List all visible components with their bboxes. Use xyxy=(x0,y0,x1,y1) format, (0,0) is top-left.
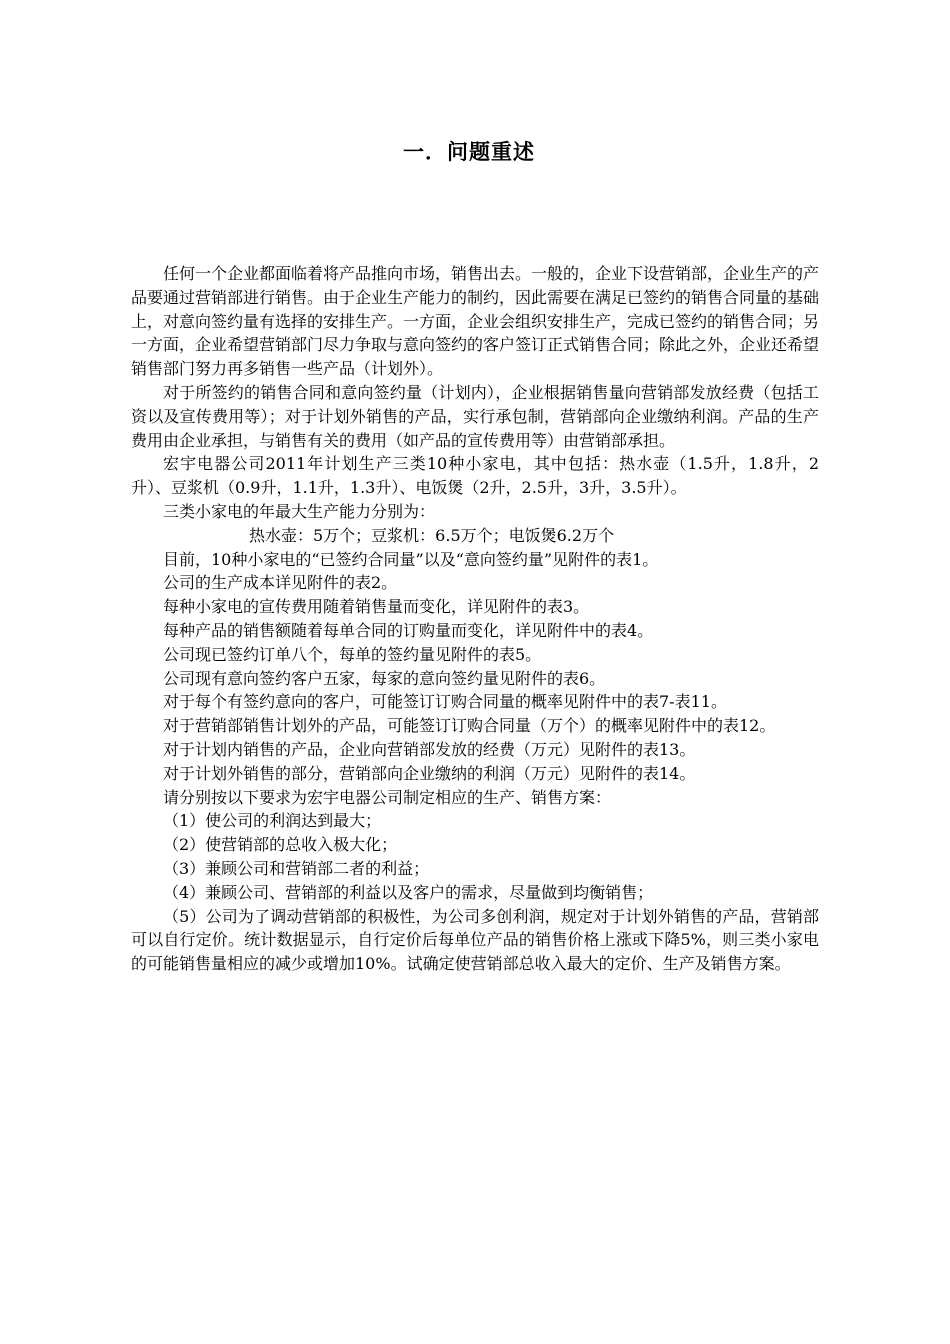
paragraph-table2: 公司的生产成本详见附件的表2。 xyxy=(163,573,398,593)
paragraph-table13: 对于计划内销售的产品，企业向营销部发放的经费（万元）见附件的表13。 xyxy=(163,739,696,759)
paragraph-table6: 公司现有意向签约客户五家，每家的意向签约量见附件的表6。 xyxy=(163,668,606,688)
paragraph-capacity-intro: 三类小家电的年最大生产能力分别为： xyxy=(163,501,436,521)
paragraph-products: 宏宇电器公司2011年计划生产三类10种小家电，其中包括：热水壶（1.5升，1.8升，2升）、豆浆机（0.9升，1.1升，1.3升）、电饭煲（2升，2.5升，3升，3.5升）。 xyxy=(131,454,819,498)
paragraph-table12: 对于营销部销售计划外的产品，可能签订订购合同量（万个）的概率见附件中的表12。 xyxy=(163,716,776,736)
paragraph-funding: 对于所签约的销售合同和意向签约量（计划内），企业根据销售量向营销部发放经费（包括工资以及宣传费用等）；对于计划外销售的产品，实行承包制，营销部向企业缴纳利润。产品的生产费用由企业承担，与销售有关的费用（如产品的宣传费用等）由营销部承担。 xyxy=(131,382,819,450)
requirement-1: （1）使公司的利润达到最大； xyxy=(163,811,382,831)
requirement-3: （3）兼顾公司和营销部二者的利益； xyxy=(163,858,430,878)
requirement-5: （5）公司为了调动营销部的积极性，为公司多创利润，规定对于计划外销售的产品，营销部可以自行定价。统计数据显示，自行定价后每单位产品的销售价格上涨或下降5%，则三类小家电的可能销售量相应的减少或增加10%。试确定使营销部总收入最大的定价、生产及销售方案。 xyxy=(131,906,819,974)
requirement-2: （2）使营销部的总收入极大化； xyxy=(163,835,398,855)
paragraph-table1: 目前，10种小家电的“已签约合同量”以及“意向签约量”见附件的表1。 xyxy=(163,549,659,569)
paragraph-table7-11: 对于每个有签约意向的客户，可能签订订购合同量的概率见附件中的表7-表11。 xyxy=(163,692,727,712)
paragraph-table5: 公司现已签约订单八个，每单的签约量见附件的表5。 xyxy=(163,644,542,664)
document-body xyxy=(131,262,819,976)
requirement-4: （4）兼顾公司、营销部的利益以及客户的需求，尽量做到均衡销售； xyxy=(163,882,654,902)
paragraph-intro: 任何一个企业都面临着将产品推向市场，销售出去。一般的，企业下设营销部，企业生产的产品要通过营销部进行销售。由于企业生产能力的制约，因此需要在满足已签约的销售合同量的基础上，对意向签约量有选择的安排生产。一方面，企业会组织安排生产，完成已签约的销售合同；另一方面，企业希望营销部门尽力争取与意向签约的客户签订正式销售合同；除此之外，企业还希望销售部门努力再多销售一些产品（计划外）。 xyxy=(131,264,820,379)
paragraph-capacity-values: 热水壶：5万个；豆浆机：6.5万个；电饭煲6.2万个 xyxy=(249,525,615,545)
paragraph-table3: 每种小家电的宣传费用随着销售量而变化，详见附件的表3。 xyxy=(163,597,590,617)
paragraph-requirements-intro: 请分别按以下要求为宏宇电器公司制定相应的生产、销售方案： xyxy=(163,787,612,807)
paragraph-table4: 每种产品的销售额随着每单合同的订购量而变化，详见附件中的表4。 xyxy=(163,620,654,640)
paragraph-table14: 对于计划外销售的部分，营销部向企业缴纳的利润（万元）见附件的表14。 xyxy=(163,763,696,783)
section-heading: 一．问题重述 xyxy=(403,139,535,164)
